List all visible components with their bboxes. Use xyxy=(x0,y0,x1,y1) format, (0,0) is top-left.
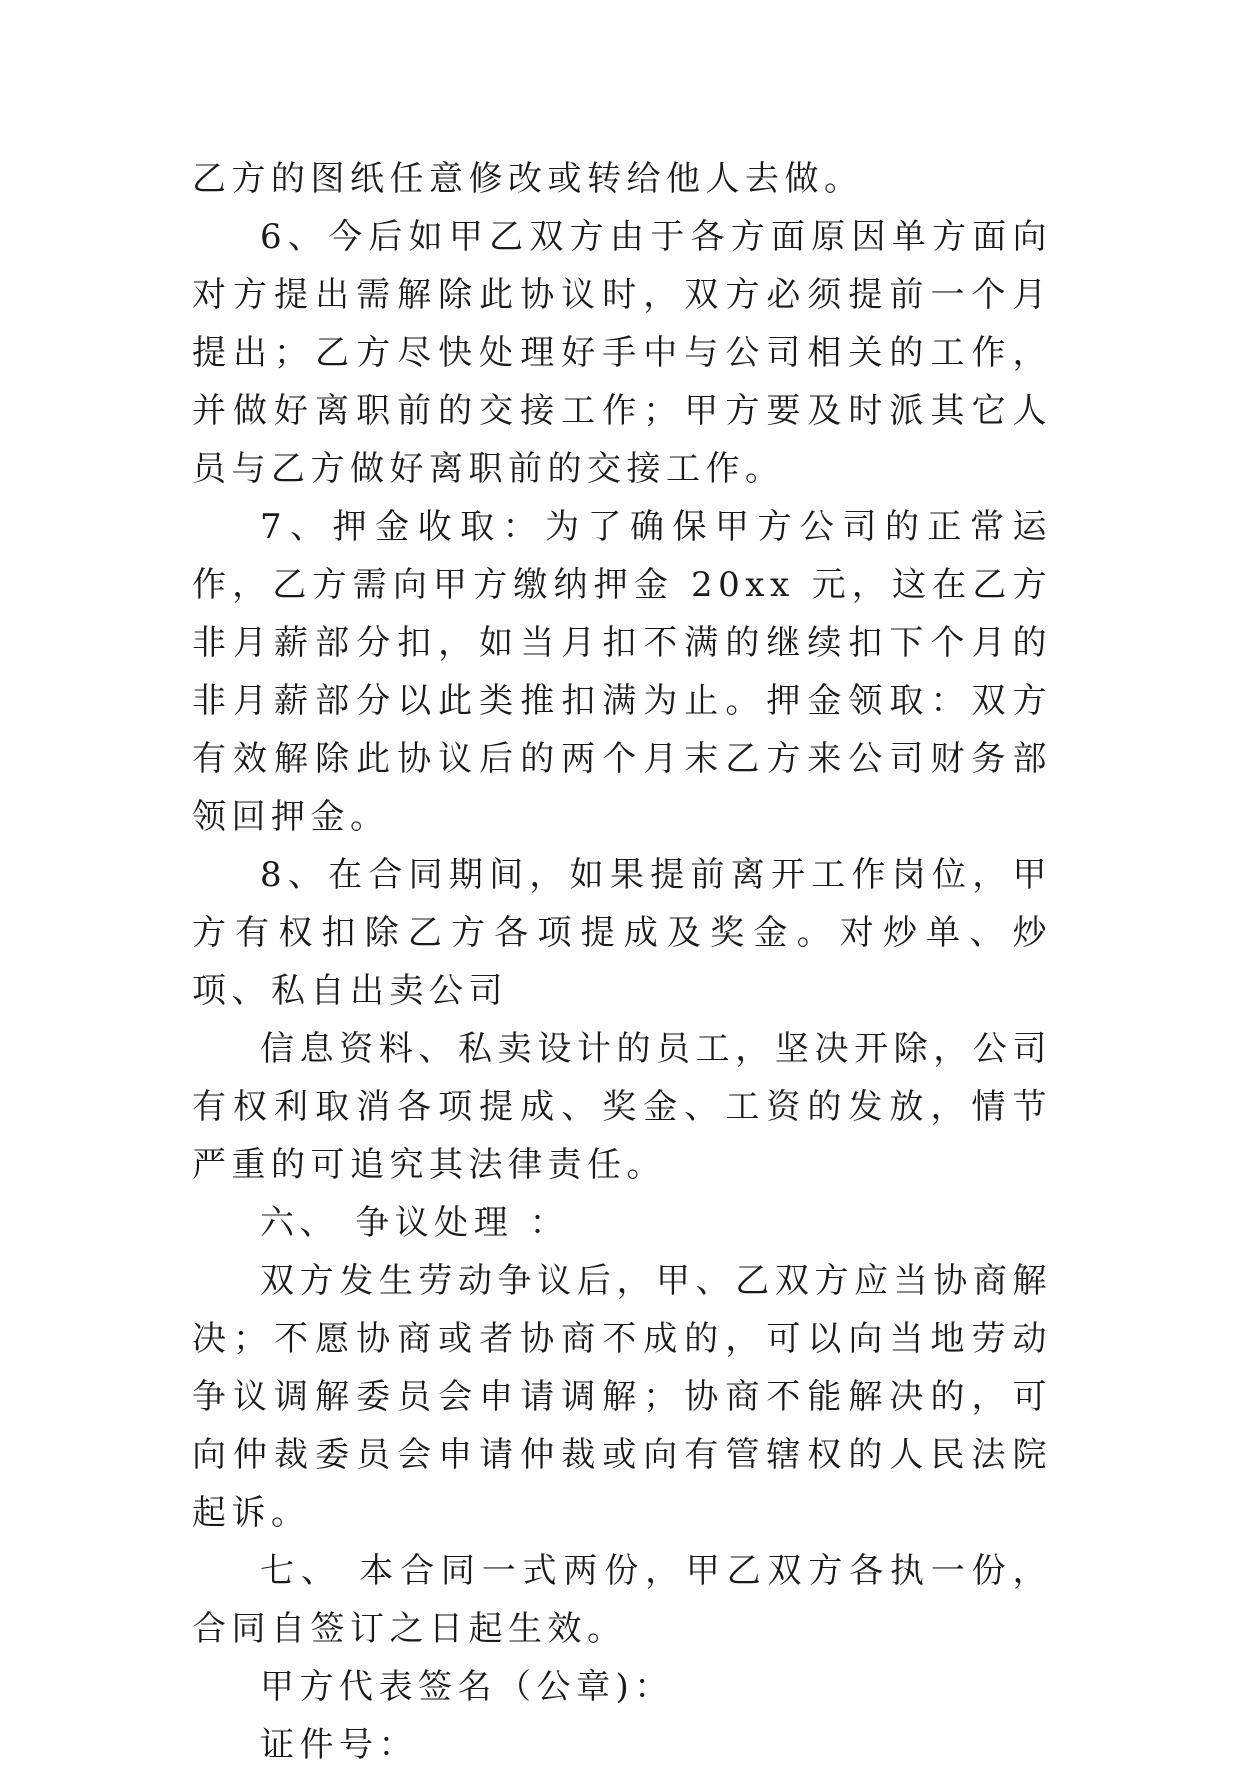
clause-6-paragraph: 6、今后如甲乙双方由于各方面原因单方面向对方提出需解除此协议时，双方必须提前一个月提出；乙方尽快处理好手中与公司相关的工作，并做好离职前的交接工作；甲方要及时派其它人员与乙方做好离职前的交接工作。 xyxy=(192,217,1052,489)
paragraph-continuation: 乙方的图纸任意修改或转给他人去做。 xyxy=(192,159,864,199)
clause-7-deposit-paragraph: 7、押金收取：为了确保甲方公司的正常运作，乙方需向甲方缴纳押金 20xx 元，这在乙方非月薪部分扣，如当月扣不满的继续扣下个月的非月薪部分以此类推扣满为止。押金领取：双方有效解除此协议后的两个月末乙方来公司财务部领回押金。 xyxy=(192,507,1052,837)
section-6-dispute-heading: 六、 争议处理 ： xyxy=(260,1203,570,1243)
party-a-signature-line: 甲方代表签名（公章)： xyxy=(260,1667,674,1707)
section-7-copies-paragraph: 七、 本合同一式两份，甲乙双方各执一份，合同自签订之日起生效。 xyxy=(192,1551,1052,1649)
clause-8-paragraph: 8、在合同期间，如果提前离开工作岗位，甲方有权扣除乙方各项提成及奖金。对炒单、炒项、私自出卖公司 xyxy=(192,855,1052,1011)
id-number-line: 证件号： xyxy=(260,1725,418,1765)
document-page xyxy=(192,150,1052,1765)
clause-8-continuation-paragraph: 信息资料、私卖设计的员工，坚决开除，公司有权利取消各项提成、奖金、工资的发放，情节严重的可追究其法律责任。 xyxy=(192,1029,1052,1185)
dispute-resolution-paragraph: 双方发生劳动争议后，甲、乙双方应当协商解决；不愿协商或者协商不成的，可以向当地劳动争议调解委员会申请调解；协商不能解决的，可向仲裁委员会申请仲裁或向有管辖权的人民法院起诉。 xyxy=(192,1261,1052,1533)
